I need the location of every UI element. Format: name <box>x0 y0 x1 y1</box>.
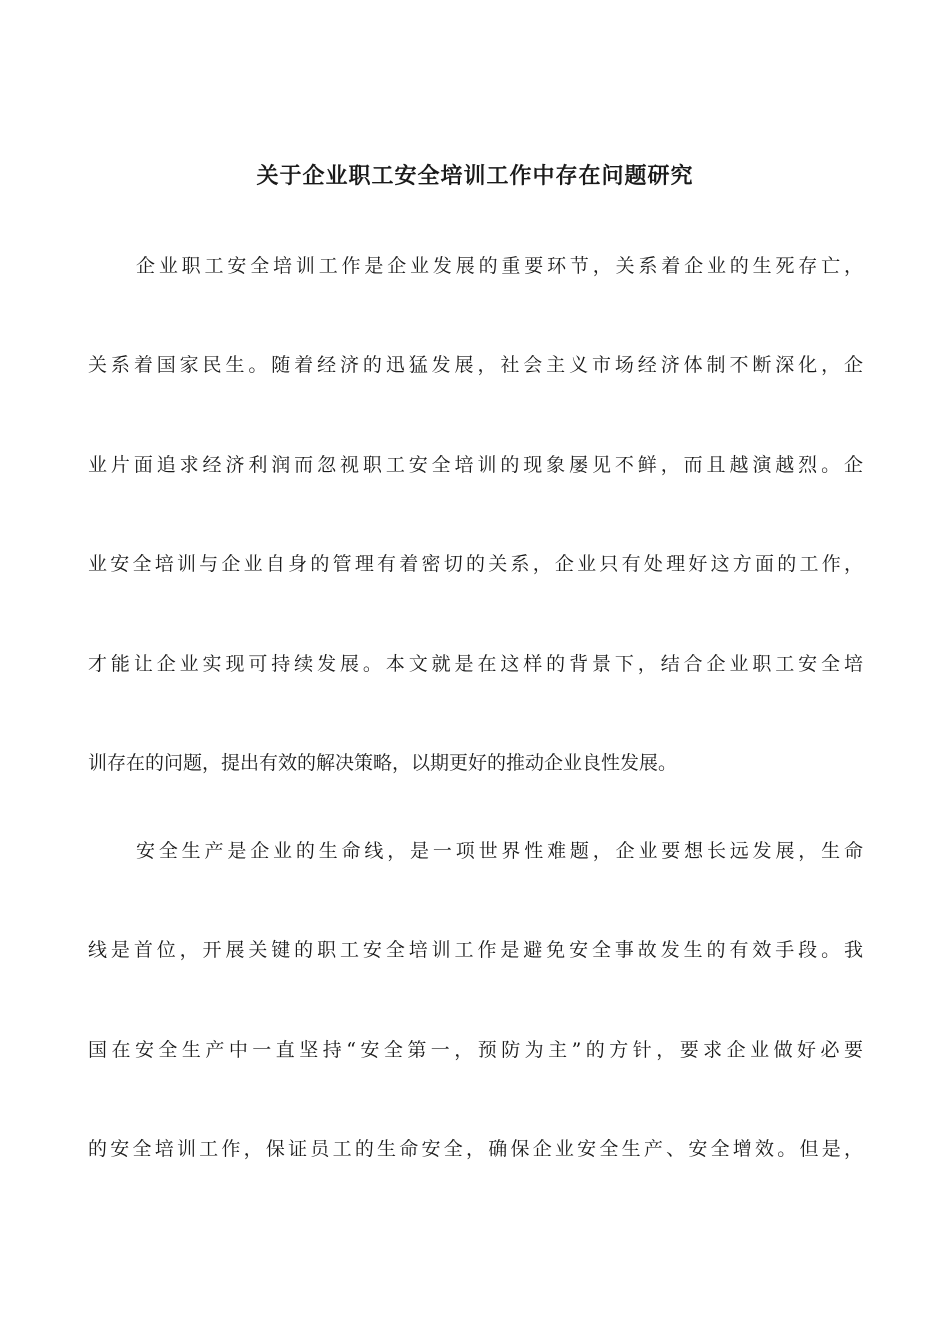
paragraph-line: 才能让企业实现可持续发展。本文就是在这样的背景下，结合企业职工安全培 <box>88 653 863 675</box>
paragraph-line: 安全生产是企业的生命线，是一项世界性难题，企业要想长远发展，生命 <box>136 840 863 862</box>
document-title: 关于企业职工安全培训工作中存在问题研究 <box>256 163 694 189</box>
paragraph-line: 训存在的问题，提出有效的解决策略，以期更好的推动企业良性发展。 <box>88 752 678 774</box>
paragraph-line: 关系着国家民生。随着经济的迅猛发展，社会主义市场经济体制不断深化，企 <box>88 354 863 376</box>
paragraph-line: 业片面追求经济利润而忽视职工安全培训的现象屡见不鲜，而且越演越烈。企 <box>88 454 863 476</box>
paragraph-line: 国在安全生产中一直坚持“安全第一，预防为主”的方针，要求企业做好必要 <box>88 1039 863 1061</box>
paragraph-line: 线是首位，开展关键的职工安全培训工作是避免安全事故发生的有效手段。我 <box>88 939 863 961</box>
paragraph-line: 业安全培训与企业自身的管理有着密切的关系，企业只有处理好这方面的工作， <box>88 553 863 575</box>
paragraph-line: 企业职工安全培训工作是企业发展的重要环节，关系着企业的生死存亡， <box>136 255 863 277</box>
paragraph-line: 的安全培训工作，保证员工的生命安全，确保企业安全生产、安全增效。但是， <box>88 1138 863 1160</box>
